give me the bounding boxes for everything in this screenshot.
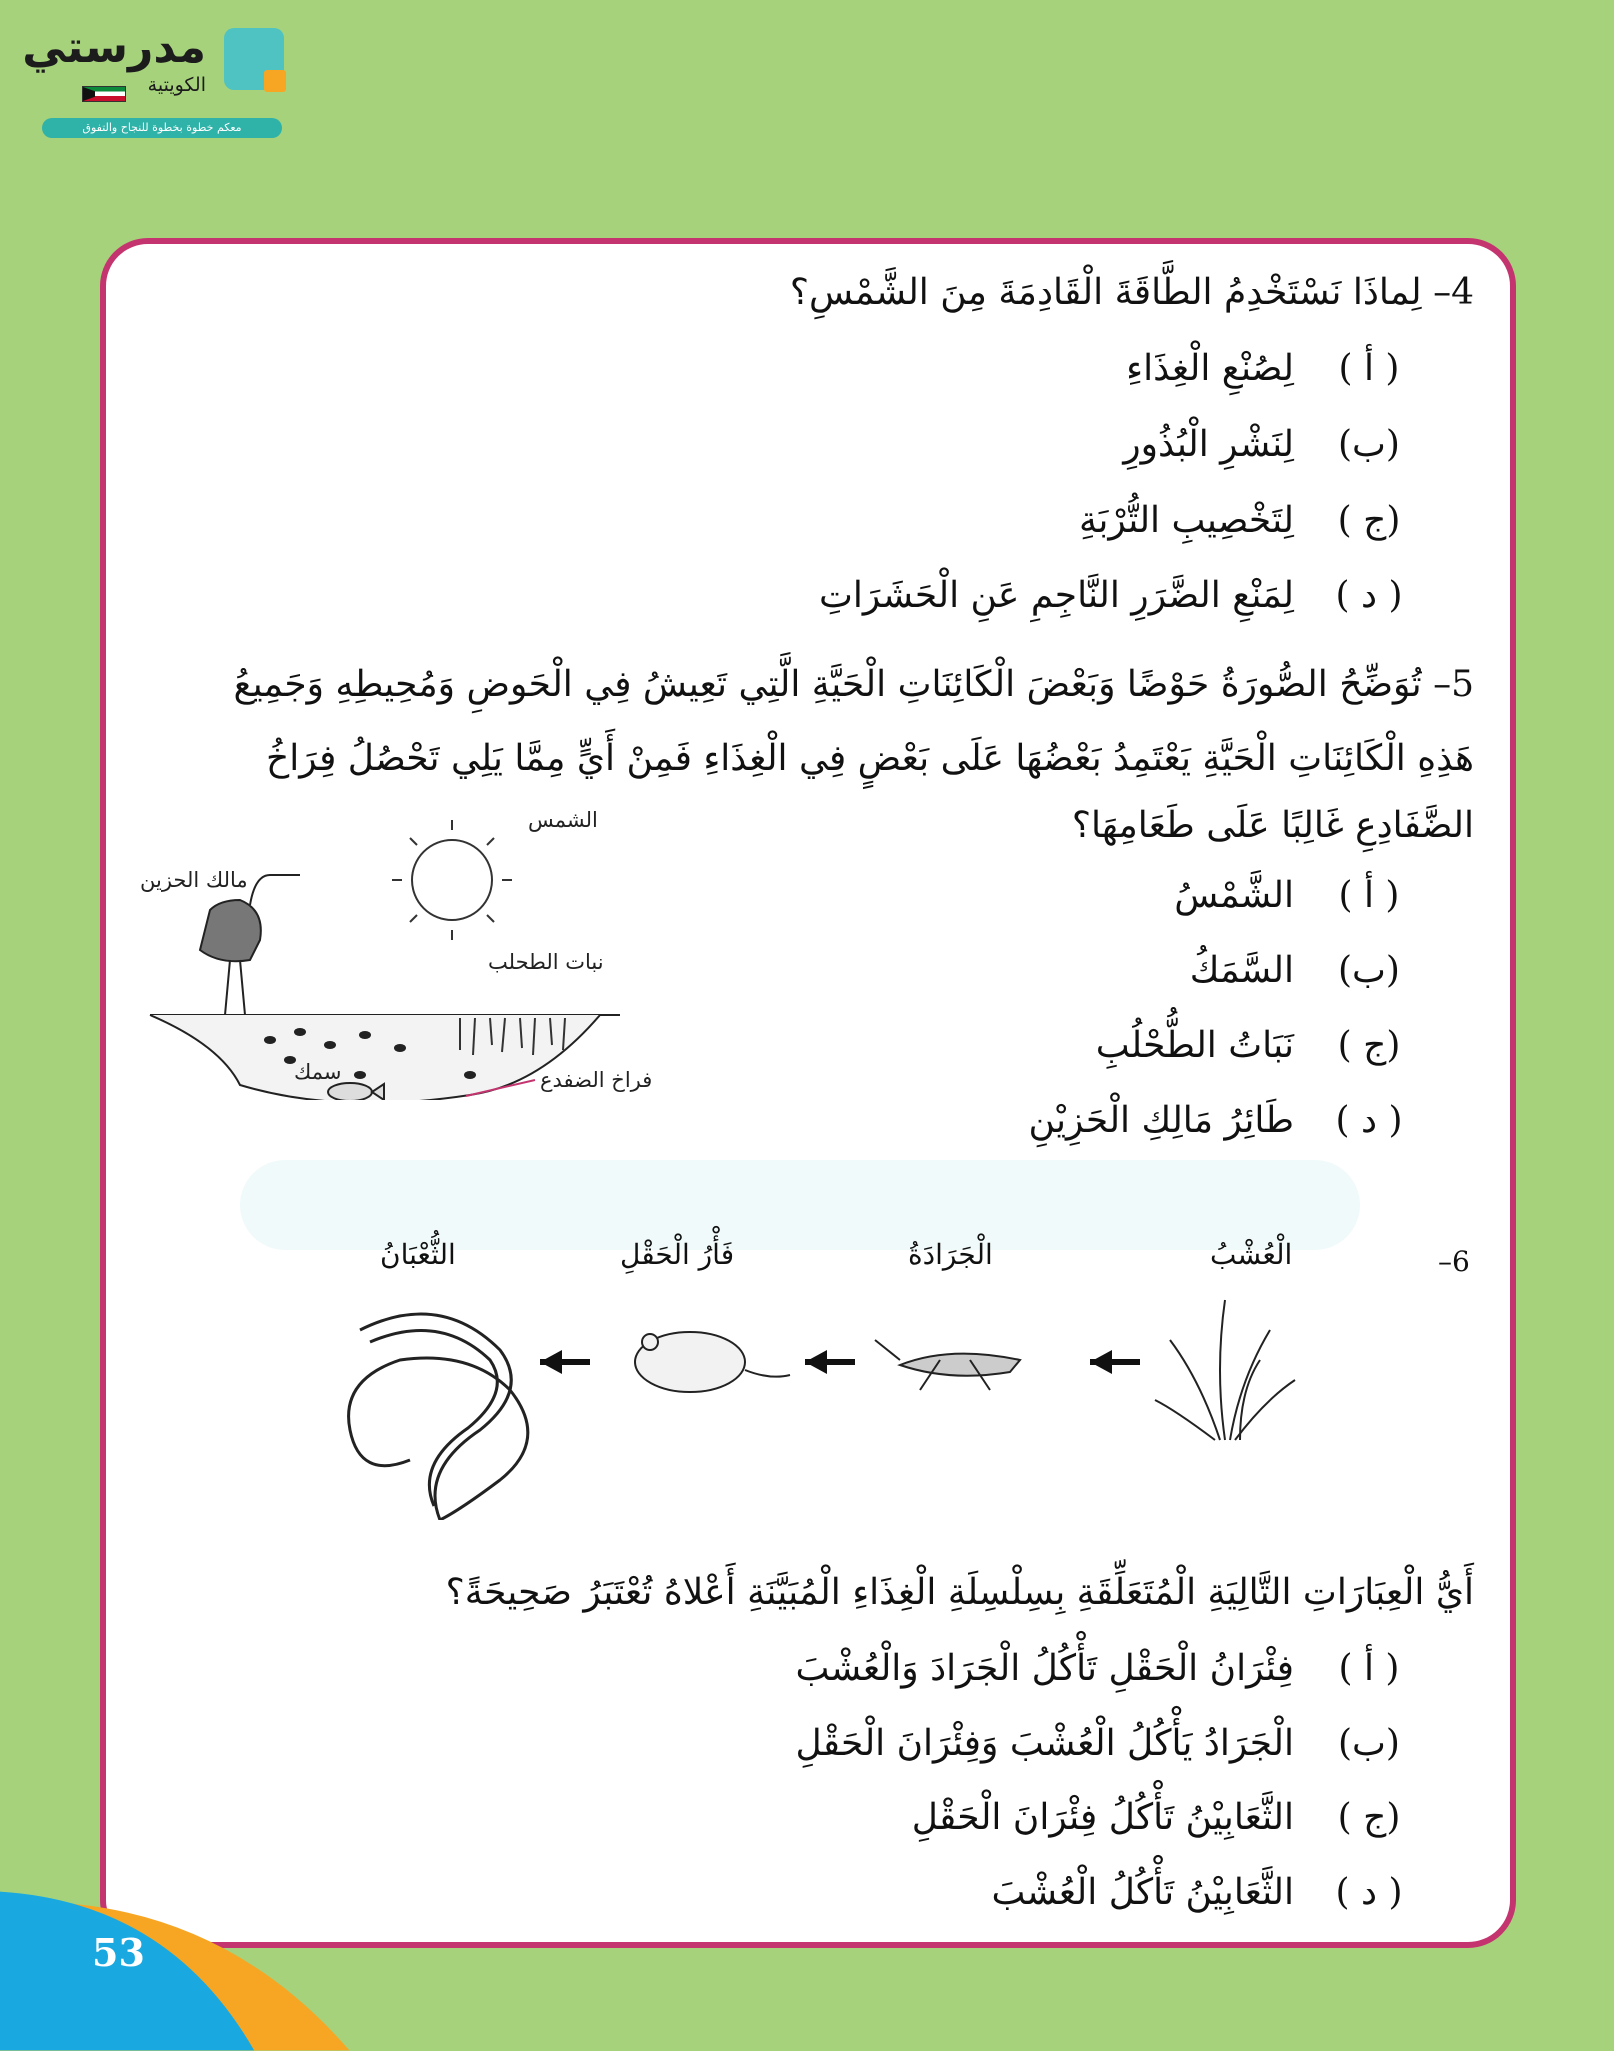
arrow-icon-3 <box>1090 1350 1140 1374</box>
chain-label-field-mouse: فَأْرُ الْحَقْلِ <box>620 1238 735 1271</box>
watermark <box>240 1160 1360 1250</box>
question-5-option-a[interactable]: ( أ ) الشَّمْسُ <box>1174 875 1400 916</box>
logo-name: مدرستي <box>22 22 206 73</box>
question-5-line-1: 5– تُوَضِّحُ الصُّورَةُ حَوْضًا وَبَعْضَ الْكَائِنَاتِ الْحَيَّةِ الَّتِي تَعِيشُ فِي الْحَوضِ وَمُحِيطِهِ وَجَمِيعُ <box>233 664 1474 705</box>
chain-label-grasshopper: الْجَرَادَةُ <box>908 1238 993 1271</box>
question-4-text: 4– لِماذَا نَسْتَخْدِمُ الطَّاقَةَ الْقَادِمَةَ مِنَ الشَّمْسِ؟ <box>789 272 1474 313</box>
question-4-option-c[interactable]: (ج ) لِتَخْصِيبِ التُّرْبَةِ <box>1079 500 1401 541</box>
page-corner-decoration <box>0 1891 360 2051</box>
arrow-icon-2 <box>805 1350 855 1374</box>
question-5-option-d[interactable]: ( د ) طَائِرُ مَالِكِ الْحَزِيْنِ <box>1028 1100 1403 1141</box>
label-algae: نبات الطحلب <box>488 950 604 974</box>
kuwait-flag-icon <box>82 86 126 102</box>
question-5-line-2: هَذِهِ الْكَائِنَاتِ الْحَيَّةِ يَعْتَمِدُ بَعْضُهَا عَلَى بَعْضٍ فِي الْغِذَاءِ فَمِنْ أَيٍّ مِمَّا يَلِي تَحْصُلُ فِرَاخُ <box>266 738 1474 779</box>
logo <box>22 22 288 134</box>
logo-icon <box>224 28 284 90</box>
question-6-option-c[interactable]: (ج ) الثَّعَابِيْنُ تَأْكُلُ فِئْرَانَ الْحَقْلِ <box>911 1797 1401 1838</box>
pond-icon <box>150 1015 600 1100</box>
sun-icon <box>392 820 512 940</box>
label-sun: الشمس <box>528 808 598 832</box>
question-6-number: 6– <box>1438 1245 1470 1278</box>
question-5-option-c[interactable]: (ج ) نَبَاتُ الطُّحْلُبِ <box>1095 1025 1401 1066</box>
question-6-option-b[interactable]: (ب) الْجَرَادُ يَأْكُلُ الْعُشْبَ وَفِئْرَانَ الْحَقْلِ <box>795 1723 1400 1764</box>
arrow-icon <box>540 1350 590 1374</box>
heron-icon <box>200 875 300 1015</box>
question-6-option-a[interactable]: ( أ ) فِئْرَانُ الْحَقْلِ تَأْكُلُ الْجَرَادَ وَالْعُشْبَ <box>795 1648 1400 1689</box>
grass-icon <box>1155 1300 1295 1440</box>
label-tadpoles: فراخ الضفدع <box>540 1068 653 1092</box>
label-heron: مالك الحزين <box>140 868 248 892</box>
logo-tagline: معكم خطوة بخطوة للنجاح والتفوق <box>42 118 282 138</box>
logo-subtitle: الكويتية <box>147 74 206 96</box>
question-4-option-a[interactable]: ( أ ) لِصُنْعِ الْغِذَاءِ <box>1126 348 1400 389</box>
question-4-option-b[interactable]: (ب) لِنَشْرِ الْبُذُورِ <box>1123 424 1400 465</box>
chain-label-snake: الثُّعْبَانُ <box>380 1238 456 1271</box>
question-6-option-d[interactable]: ( د ) الثَّعَابِيْنُ تَأْكُلُ الْعُشْبَ <box>991 1872 1403 1913</box>
food-chain-diagram <box>320 1290 1340 1520</box>
question-5-option-b[interactable]: (ب) السَّمَكُ <box>1189 950 1400 991</box>
mouse-icon <box>635 1332 790 1392</box>
page-number: 53 <box>92 1930 145 1975</box>
question-6-text: أَيُّ الْعِبَارَاتِ التَّالِيَةِ الْمُتَعَلِّقَةِ بِسِلْسِلَةِ الْغِذَاءِ الْمُبَيَّنَةِ أَعْلاهُ تُعْتَبَرُ صَحِيحَةً؟ <box>445 1572 1474 1613</box>
grasshopper-icon <box>875 1340 1020 1390</box>
snake-icon <box>349 1314 528 1520</box>
label-fish: سمك <box>294 1060 342 1084</box>
chain-label-grass: الْعُشْبُ <box>1210 1238 1293 1271</box>
question-4-option-d[interactable]: ( د ) لِمَنْعِ الضَّرَرِ النَّاجِمِ عَنِ الْحَشَرَاتِ <box>819 575 1403 616</box>
question-5-line-3: الضَّفَادِعِ غَالِبًا عَلَى طَعَامِهَا؟ <box>1071 805 1474 846</box>
